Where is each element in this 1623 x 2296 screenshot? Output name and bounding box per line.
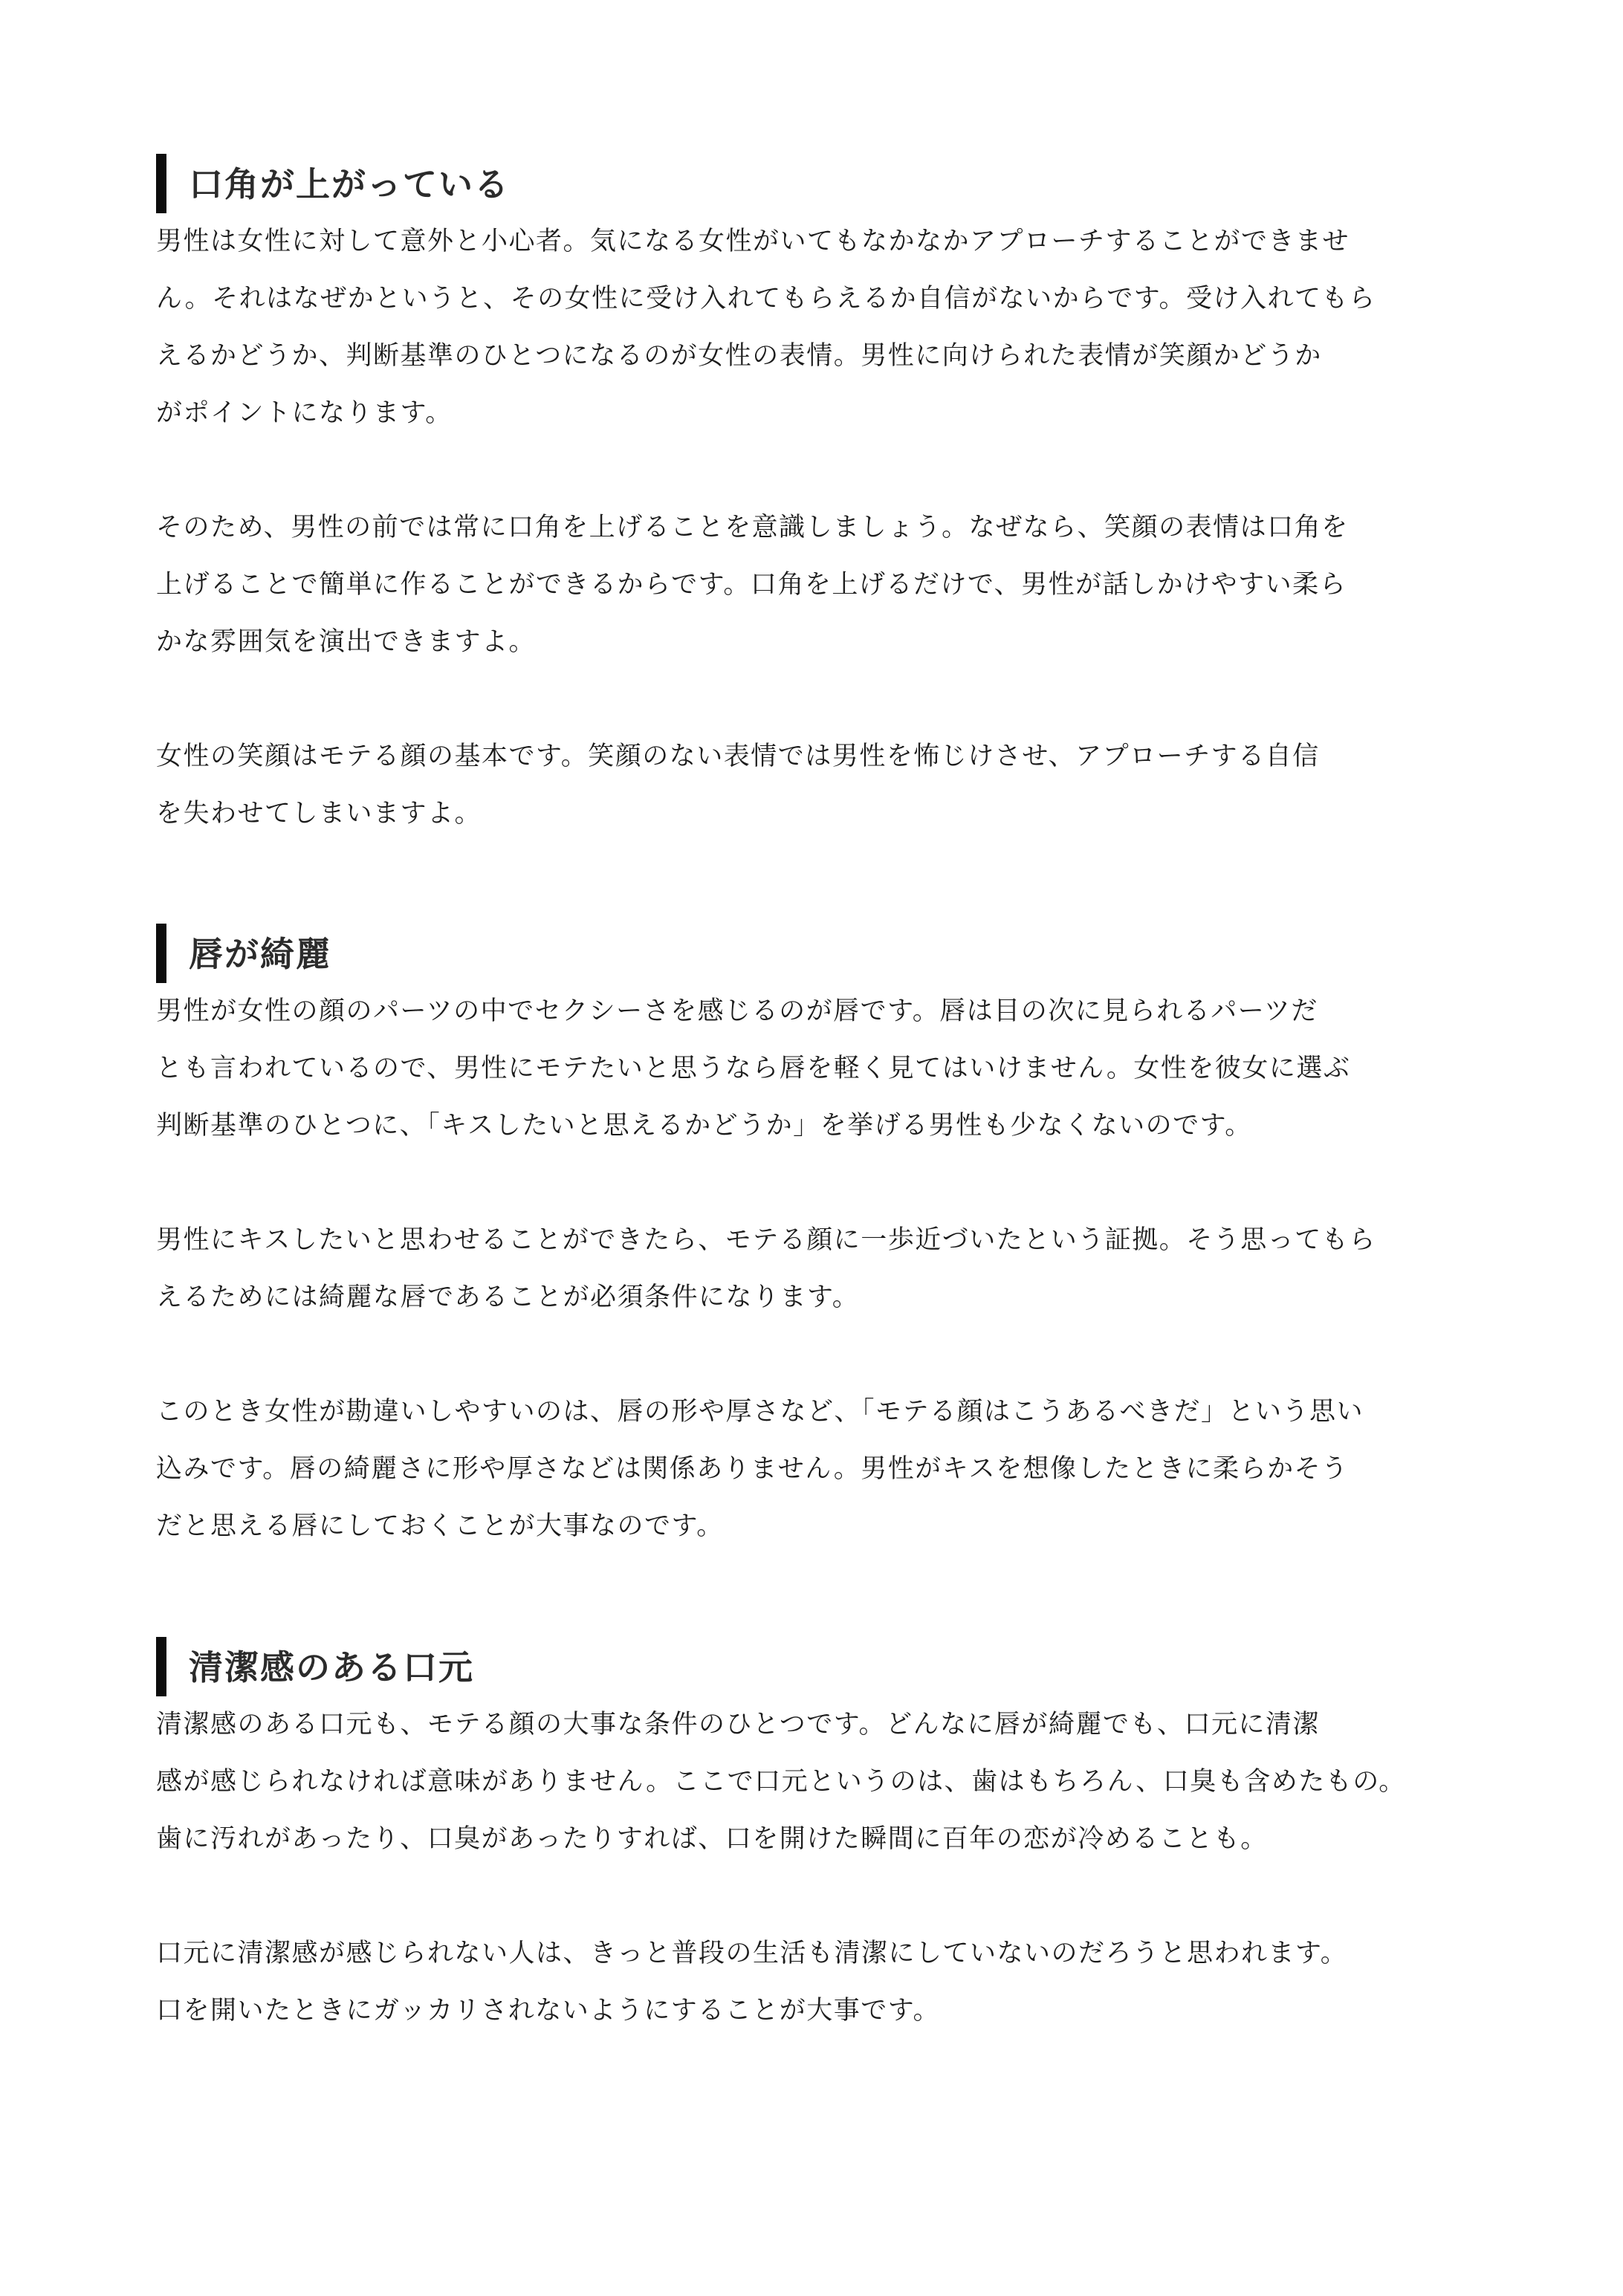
section-heading (156, 1637, 1494, 1696)
paragraph (156, 499, 1494, 671)
heading-title: 口角が上がっている (189, 164, 510, 204)
paragraph (156, 983, 1494, 1155)
text-line: そのため、男性の前では常に口角を上げることを意識しましょう。なぜなら、笑顔の表情は口角を (156, 513, 1349, 542)
text-line: 清潔感のある口元も、モテる顔の大事な条件のひとつです。どんなに唇が綺麗でも、口元に清潔 (156, 1710, 1321, 1739)
text-line: 男性にキスしたいと思わせることができたら、モテる顔に一歩近づいたという証拠。そう思ってもら (156, 1225, 1376, 1255)
paragraph (156, 213, 1494, 442)
text-line: とも言われているので、男性にモテたいと思うなら唇を軽く見てはいけません。女性を彼女に選ぶ (156, 1054, 1351, 1083)
text-line: 男性が女性の顔のパーツの中でセクシーさを感じるのが唇です。唇は目の次に見られるパーツだ (156, 996, 1318, 1026)
section-heading (156, 154, 1494, 213)
heading-title: 清潔感のある口元 (189, 1647, 474, 1687)
paragraph-spacer (156, 1868, 1494, 1925)
text-line: かな雰囲気を演出できますよ。 (156, 627, 537, 657)
paragraph (156, 1925, 1494, 2040)
text-line: ん。それはなぜかというと、その女性に受け入れてもらえるか自信がないからです。受け入れてもら (156, 284, 1376, 314)
text-line: がポイントになります。 (156, 398, 453, 428)
text-line: 歯に汚れがあったり、口臭があったりすれば、口を開けた瞬間に百年の恋が冷めることも。 (156, 1824, 1268, 1854)
paragraph (156, 1212, 1494, 1326)
paragraph (156, 1384, 1494, 1555)
text-line: 感が感じられなければ意味がありません。ここで口元というのは、歯はもちろん、口臭も含めたもの。 (156, 1767, 1406, 1797)
text-line: 上げることで簡単に作ることができるからです。口角を上げるだけで、男性が話しかけやすい柔ら (156, 570, 1347, 600)
section-beautiful-lips (156, 924, 1494, 1555)
text-line: 込みです。唇の綺麗さに形や厚さなどは関係ありません。男性がキスを想像したときに柔らかそう (156, 1454, 1349, 1484)
text-line: だと思える唇にしておくことが大事なのです。 (156, 1511, 724, 1541)
paragraph-spacer (156, 442, 1494, 499)
text-line: 判断基準のひとつに、「キスしたいと思えるかどうか」を挙げる男性も少なくないのです。 (156, 1111, 1252, 1141)
text-line: 口元に清潔感が感じられない人は、きっと普段の生活も清潔にしていないのだろうと思われます。 (156, 1939, 1348, 1968)
paragraph (156, 728, 1494, 843)
paragraph-spacer (156, 671, 1494, 728)
paragraph-spacer (156, 1326, 1494, 1384)
text-line: を失わせてしまいますよ。 (156, 799, 482, 828)
section-clean-mouth (156, 1637, 1494, 2040)
text-line: えるかどうか、判断基準のひとつになるのが女性の表情。男性に向けられた表情が笑顔かどうか (156, 341, 1322, 371)
text-line: 口を開いたときにガッカリされないようにすることが大事です。 (156, 1996, 941, 2026)
paragraph (156, 1696, 1494, 1868)
heading-title: 唇が綺麗 (189, 934, 331, 974)
text-line: 女性の笑顔はモテる顔の基本です。笑顔のない表情では男性を怖じけさせ、アプローチする自信 (156, 742, 1320, 771)
heading-accent-bar (156, 1637, 166, 1696)
heading-accent-bar (156, 154, 166, 213)
heading-accent-bar (156, 924, 166, 983)
paragraph-spacer (156, 1155, 1494, 1212)
text-line: えるためには綺麗な唇であることが必須条件になります。 (156, 1282, 860, 1312)
section-heading (156, 924, 1494, 983)
text-line: 男性は女性に対して意外と小心者。気になる女性がいてもなかなかアプローチすることができませ (156, 227, 1350, 256)
text-line: このとき女性が勘違いしやすいのは、唇の形や厚さなど、「モテる顔はこうあるべきだ」という思い (156, 1397, 1364, 1427)
section-smile-corners (156, 154, 1494, 843)
